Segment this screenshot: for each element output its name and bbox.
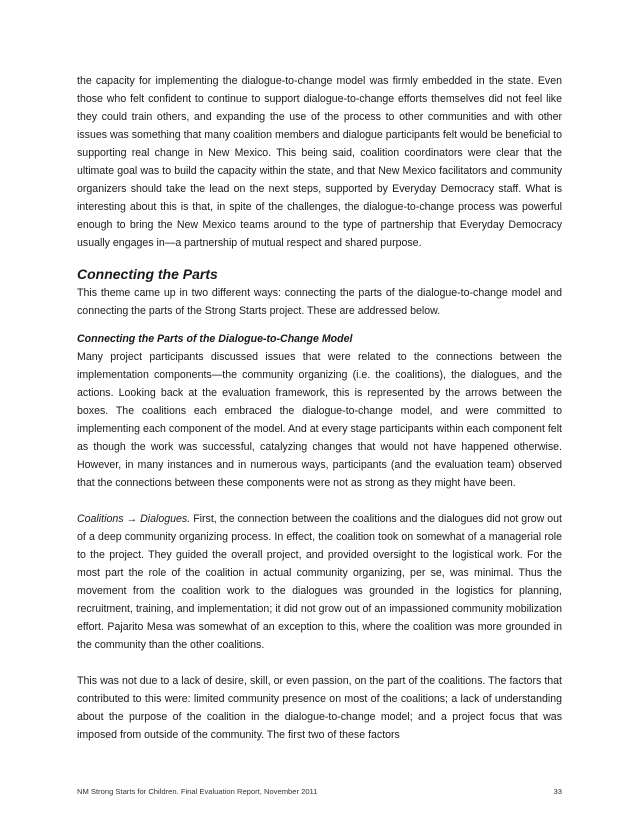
paragraph-implementation-components: Many project participants discussed issues that were related to the connections between the implementation components—the community organizing (i.e. the coalitions), the dialogues, and the actions. Looking back at the evaluation framework, this is represented by the arrows between the boxes. The coalitions each embraced the dialogue-to-change model, and were committed to implementing each component of the model. And at every stage participants within each component felt as though the work was successful, catalyzing changes that would not have happened otherwise. However, in many instances and in numerous ways, participants (and the evaluation team) observed that the connections between these components were not as strong as they might have been.	[77, 351, 562, 489]
subheading-dialogue-to-change-model: Connecting the Parts of the Dialogue-to-Change Model	[77, 333, 353, 345]
page-body	[77, 72, 562, 744]
paragraph-contributing-factors: This was not due to a lack of desire, skill, or even passion, on the part of the coalitions. The factors that contributed to this were: limited community presence on most of the coalitions; a lack of understanding about the purpose of the coalition in the dialogue-to-change model; and a project focus that was imposed from outside of the community. The first two of these factors	[77, 675, 562, 741]
paragraph-coalitions-dialogues-text: First, the connection between the coalitions and the dialogues did not grow out of a deep community organizing process. In effect, the coalition took on somewhat of a managerial role to the project. They guided the overall project, and provided oversight to the logistical work. For the most part the role of the coalition in actual community organizing, per se, was minimal. Thus the movement from the coalition work to the dialogues was grounded in the logistics for planning, recruitment, training, and implementation; it did not grow out of an impassioned community mobilization effort. Pajarito Mesa was somewhat of an exception to this, where the coalition was more grounded in the community than the other coalitions.	[77, 513, 562, 651]
page-footer	[77, 786, 562, 798]
section-heading-connecting-the-parts: Connecting the Parts	[77, 266, 218, 282]
footer-title: NM Strong Starts for Children. Final Evaluation Report, November 2011	[77, 787, 318, 796]
paragraph-capacity: the capacity for implementing the dialogue-to-change model was firmly embedded in the state. Even those who felt confident to continue to support dialogue-to-change efforts themselves did not feel like they could train others, and expanding the use of the process to other communities and with other issues was something that many coalition members and dialogue participants felt would be beneficial to supporting real change in New Mexico. This being said, coalition coordinators were clear that the ultimate goal was to build the capacity within the state, and that New Mexico facilitators and community organizers should take the lead on the next steps, supported by Everyday Democracy staff. What is interesting about this is that, in spite of the challenges, the dialogue-to-change process was powerful enough to bring the New Mexico teams around to the type of partnership that Everyday Democracy usually engages in—a partnership of mutual respect and shared purpose.	[77, 75, 562, 249]
paragraph-coalitions-dialogues	[77, 510, 562, 654]
page-number: 33	[553, 787, 562, 796]
run-in-label-coalitions-dialogues: Coalitions → Dialogues.	[77, 513, 191, 525]
paragraph-theme-intro: This theme came up in two different ways: connecting the parts of the dialogue-to-change model and connecting the parts of the Strong Starts project. These are addressed below.	[77, 287, 562, 317]
